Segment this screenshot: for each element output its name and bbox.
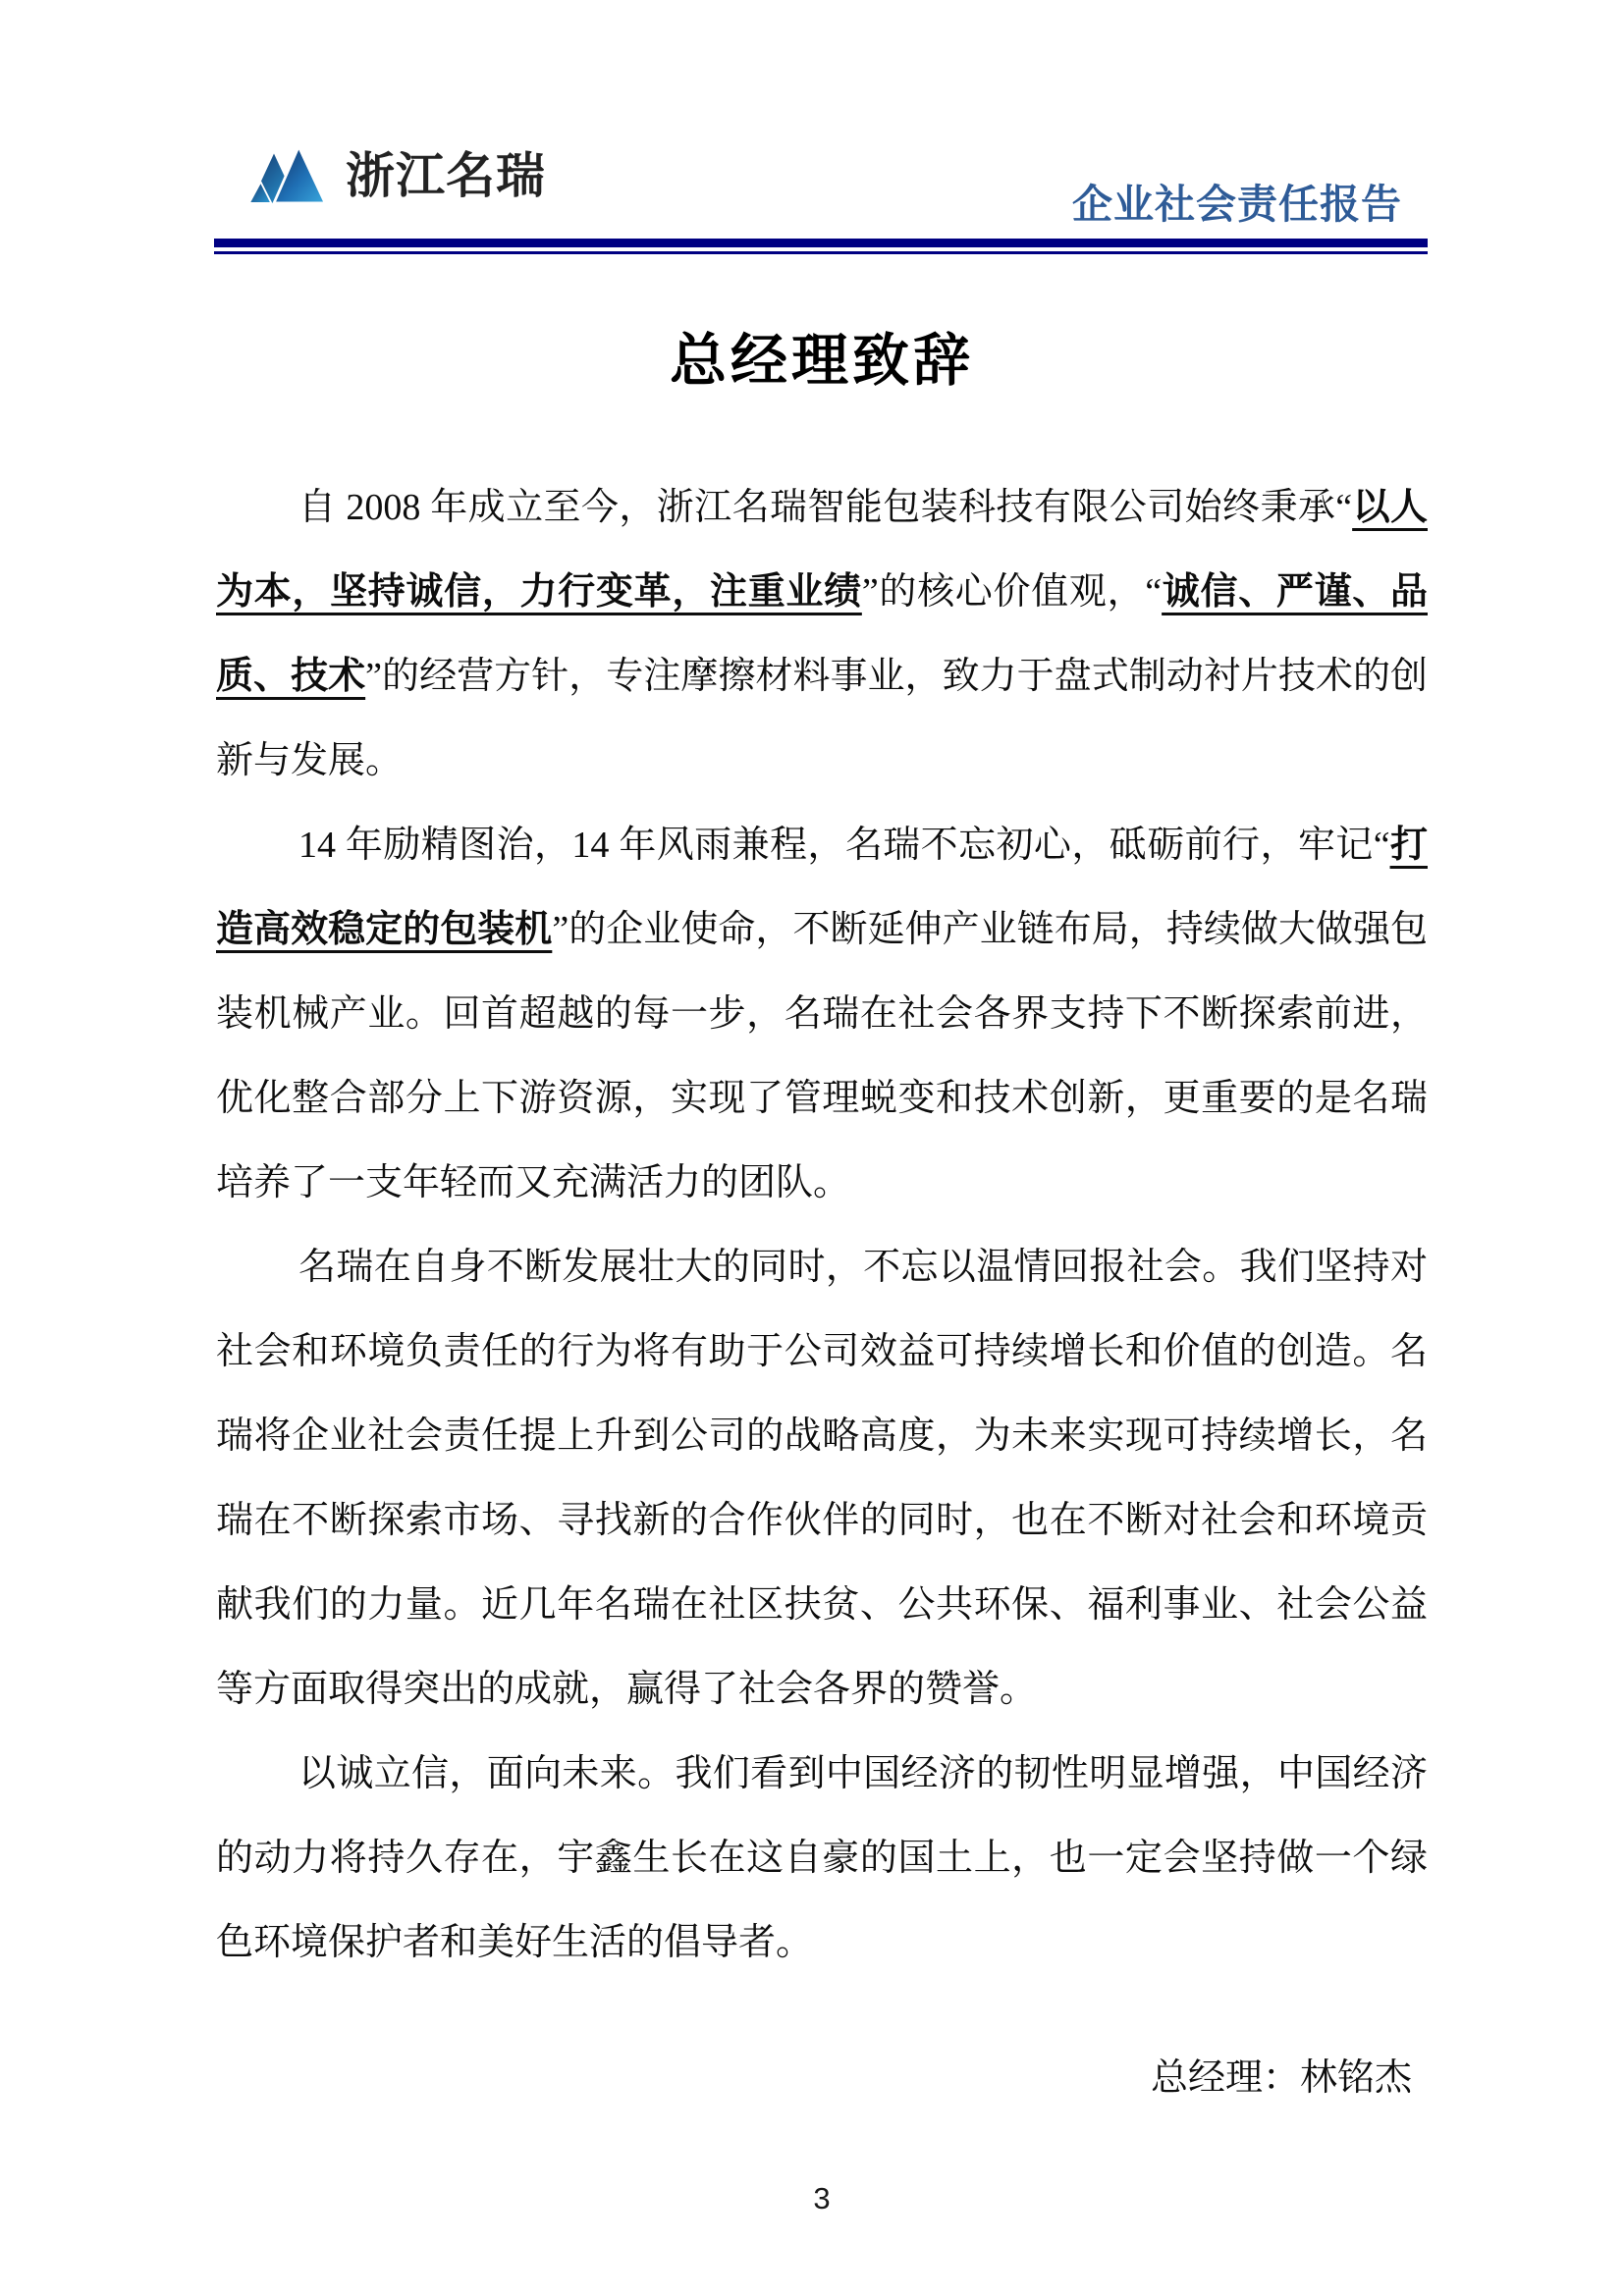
- company-logo: [247, 143, 546, 208]
- emphasized-text: 诚信、严谨、品质、技术: [216, 571, 1428, 697]
- body-text-segment: 名瑞在自身不断发展壮大的同时，不忘以温情回报社会。我们坚持对社会和环境负责任的行为将有助于公司效益可持续增长和价值的创造。名瑞将企业社会责任提上升到公司的战略高度，为未来实现可持续增长，名瑞在不断探索市场、寻找新的合作伙伴的同时，也在不断对社会和环境贡献我们的力量。近几年名瑞在社区扶贫、公共环保、福利事业、社会公益等方面取得突出的成就，赢得了社会各界的赞誉。: [216, 1247, 1428, 1710]
- body-paragraph: [216, 803, 1428, 1225]
- body-paragraph: [216, 465, 1428, 803]
- body-paragraphs: [216, 465, 1428, 1985]
- page-number: 3: [813, 2181, 831, 2216]
- emphasized-text: 打造高效稳定的包装机: [216, 825, 1428, 950]
- body-paragraph: [216, 1225, 1428, 1732]
- header-divider: [214, 239, 1428, 254]
- mountain-m-logo-icon: [247, 144, 336, 207]
- report-title: 企业社会责任报告: [1072, 182, 1402, 227]
- page-content: [216, 322, 1428, 2120]
- body-text-segment: ”的企业使命，不断延伸产业链布局，持续做大做强包装机械产业。回首超越的每一步，名瑞在社会各界支持下不断探索前进，优化整合部分上下游资源，实现了管理蜕变和技术创新，更重要的是名瑞培养了一支年轻而又充满活力的团队。: [216, 909, 1428, 1203]
- page-title: 总经理致辞: [669, 329, 974, 393]
- signature-line: 总经理：林铭杰: [1150, 2057, 1412, 2099]
- logo-company-name: 浙江名瑞: [346, 148, 546, 203]
- header-divider-thick-line: [214, 239, 1428, 247]
- body-paragraph: [216, 1732, 1428, 1985]
- emphasized-text: 以人为本，坚持诚信，力行变革，注重业绩: [216, 487, 1428, 613]
- body-text-segment: 14 年励精图治，14 年风雨兼程，名瑞不忘初心，砥砺前行，牢记“: [298, 825, 1390, 866]
- body-text-segment: 以诚立信，面向未来。我们看到中国经济的韧性明显增强，中国经济的动力将持久存在，宇鑫生长在这自豪的国土上，也一定会坚持做一个绿色环境保护者和美好生活的倡导者。: [216, 1753, 1428, 1963]
- header-divider-thin-line: [214, 251, 1428, 254]
- body-text-segment: 自 2008 年成立至今，浙江名瑞智能包装科技有限公司始终秉承“: [298, 487, 1353, 528]
- body-text-segment: ”的经营方针，专注摩擦材料事业，致力于盘式制动衬片技术的创新与发展。: [216, 656, 1428, 781]
- body-text-segment: ”的核心价值观，“: [861, 571, 1163, 613]
